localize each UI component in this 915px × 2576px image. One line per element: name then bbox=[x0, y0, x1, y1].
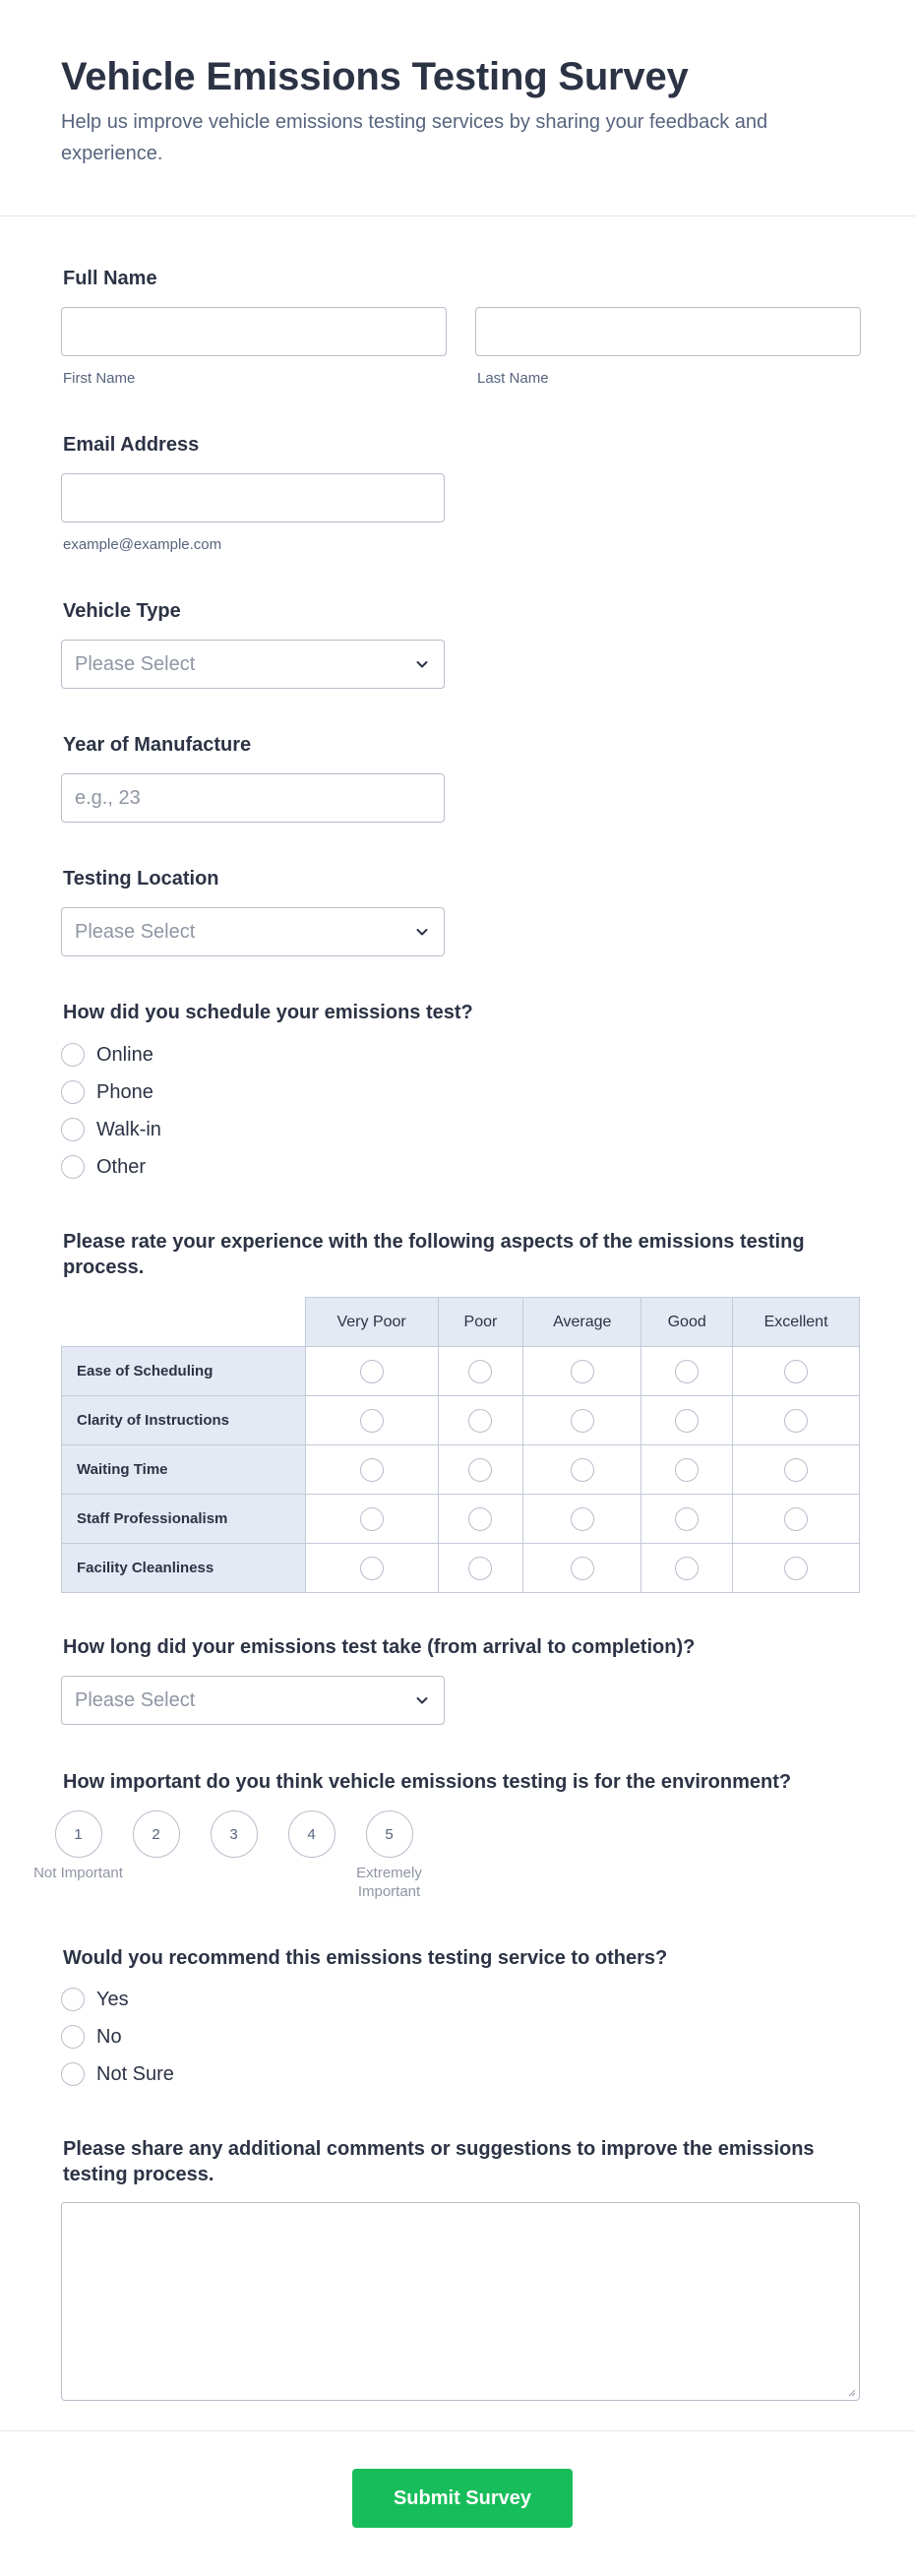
matrix-radio[interactable] bbox=[360, 1557, 384, 1580]
rating-matrix bbox=[61, 1297, 860, 1593]
full-name-label: Full Name bbox=[63, 268, 157, 289]
first-name-sublabel: First Name bbox=[63, 370, 136, 387]
scale-button[interactable]: 3 bbox=[211, 1810, 258, 1858]
scale-low-label: Not Important bbox=[33, 1865, 123, 1881]
matrix-radio[interactable] bbox=[784, 1507, 808, 1531]
matrix-row-clarity-of-instructions bbox=[62, 1396, 860, 1445]
scale-button[interactable]: 4 bbox=[288, 1810, 336, 1858]
matrix-radio[interactable] bbox=[675, 1458, 699, 1482]
matrix-row-ease-of-scheduling bbox=[62, 1347, 860, 1396]
comments-textarea[interactable] bbox=[61, 2202, 860, 2401]
matrix-label: Please rate your experience with the following aspects of the emissions testing process. bbox=[63, 1231, 805, 1278]
schedule-option-walk-in[interactable] bbox=[61, 1111, 161, 1148]
schedule-option-online[interactable] bbox=[61, 1036, 161, 1073]
year-label: Year of Manufacture bbox=[63, 734, 252, 756]
radio-button[interactable] bbox=[61, 2062, 85, 2086]
schedule-option-other[interactable] bbox=[61, 1148, 161, 1186]
scale-option-3 bbox=[195, 1810, 273, 1901]
matrix-col-average: Average bbox=[523, 1298, 641, 1347]
location-select[interactable] bbox=[61, 907, 445, 956]
duration-select[interactable] bbox=[61, 1676, 445, 1725]
first-name-group bbox=[61, 307, 447, 387]
radio-label: Walk-in bbox=[96, 1118, 161, 1140]
matrix-col-very-poor: Very Poor bbox=[305, 1298, 438, 1347]
form-footer bbox=[0, 2430, 915, 2576]
vehicle-type-selected: Please Select bbox=[75, 652, 196, 675]
comments-group bbox=[61, 2202, 860, 2401]
location-label: Testing Location bbox=[63, 868, 219, 889]
page-title: Vehicle Emissions Testing Survey bbox=[61, 55, 689, 98]
scale-option-1 bbox=[33, 1810, 123, 1901]
duration-selected: Please Select bbox=[75, 1688, 196, 1711]
matrix-radio[interactable] bbox=[675, 1409, 699, 1433]
last-name-group bbox=[475, 307, 861, 387]
recommend-options bbox=[61, 1981, 174, 2093]
vehicle-type-label: Vehicle Type bbox=[63, 600, 181, 622]
schedule-label: How did you schedule your emissions test? bbox=[63, 1002, 473, 1023]
last-name-sublabel: Last Name bbox=[477, 370, 549, 387]
form-header bbox=[0, 0, 915, 216]
radio-button[interactable] bbox=[61, 2025, 85, 2049]
email-input[interactable] bbox=[61, 473, 445, 522]
matrix-radio[interactable] bbox=[468, 1507, 492, 1531]
matrix-row-label: Ease of Scheduling bbox=[62, 1347, 306, 1396]
matrix-radio[interactable] bbox=[468, 1409, 492, 1433]
matrix-radio[interactable] bbox=[571, 1507, 594, 1531]
recommend-option-yes[interactable] bbox=[61, 1981, 174, 2018]
matrix-row-label: Waiting Time bbox=[62, 1445, 306, 1495]
radio-label: Phone bbox=[96, 1080, 153, 1103]
radio-button[interactable] bbox=[61, 1155, 85, 1179]
matrix-radio[interactable] bbox=[784, 1557, 808, 1580]
matrix-radio[interactable] bbox=[468, 1360, 492, 1383]
resize-grip-icon[interactable] bbox=[846, 2387, 856, 2397]
matrix-radio[interactable] bbox=[360, 1507, 384, 1531]
matrix-row-label: Facility Cleanliness bbox=[62, 1544, 306, 1593]
radio-button[interactable] bbox=[61, 1080, 85, 1104]
scale-option-5 bbox=[350, 1810, 428, 1901]
radio-button[interactable] bbox=[61, 1988, 85, 2011]
scale-button[interactable]: 1 bbox=[55, 1810, 102, 1858]
matrix-radio[interactable] bbox=[360, 1409, 384, 1433]
matrix-radio[interactable] bbox=[571, 1557, 594, 1580]
schedule-options bbox=[61, 1036, 161, 1186]
schedule-option-phone[interactable] bbox=[61, 1073, 161, 1111]
year-input[interactable] bbox=[61, 773, 445, 823]
matrix-row-label: Staff Professionalism bbox=[62, 1495, 306, 1544]
matrix-col-excellent: Excellent bbox=[733, 1298, 860, 1347]
page-subtitle: Help us improve vehicle emissions testing services by sharing your feedback and experience. bbox=[61, 111, 768, 164]
matrix-header-row bbox=[62, 1298, 860, 1347]
radio-label: Online bbox=[96, 1043, 153, 1066]
matrix-radio[interactable] bbox=[784, 1360, 808, 1383]
matrix-row-label: Clarity of Instructions bbox=[62, 1396, 306, 1445]
email-label: Email Address bbox=[63, 434, 200, 456]
radio-label: Other bbox=[96, 1155, 147, 1178]
recommend-option-no[interactable] bbox=[61, 2018, 174, 2055]
matrix-radio[interactable] bbox=[571, 1409, 594, 1433]
last-name-input[interactable] bbox=[475, 307, 861, 356]
scale-button[interactable]: 2 bbox=[133, 1810, 180, 1858]
scale-option-2 bbox=[117, 1810, 195, 1901]
matrix-radio[interactable] bbox=[571, 1458, 594, 1482]
recommend-label: Would you recommend this emissions testing service to others? bbox=[63, 1947, 668, 1969]
radio-label: Yes bbox=[96, 1988, 129, 2010]
matrix-radio[interactable] bbox=[468, 1557, 492, 1580]
matrix-radio[interactable] bbox=[360, 1360, 384, 1383]
submit-button[interactable]: Submit Survey bbox=[352, 2469, 573, 2528]
importance-scale bbox=[33, 1810, 428, 1901]
matrix-col-good: Good bbox=[641, 1298, 733, 1347]
email-sublabel: example@example.com bbox=[63, 536, 222, 553]
vehicle-type-select[interactable] bbox=[61, 640, 445, 689]
matrix-radio[interactable] bbox=[468, 1458, 492, 1482]
matrix-radio[interactable] bbox=[571, 1360, 594, 1383]
matrix-row-staff-professionalism bbox=[62, 1495, 860, 1544]
scale-button[interactable]: 5 bbox=[366, 1810, 413, 1858]
matrix-radio[interactable] bbox=[784, 1409, 808, 1433]
duration-label: How long did your emissions test take (from arrival to completion)? bbox=[63, 1636, 696, 1658]
first-name-input[interactable] bbox=[61, 307, 447, 356]
matrix-col-poor: Poor bbox=[438, 1298, 523, 1347]
radio-button[interactable] bbox=[61, 1043, 85, 1067]
email-group bbox=[61, 473, 445, 553]
scale-option-4 bbox=[273, 1810, 350, 1901]
scale-high-label: Extremely Important bbox=[356, 1865, 422, 1900]
recommend-option-not-sure[interactable] bbox=[61, 2055, 174, 2093]
importance-label: How important do you think vehicle emissions testing is for the environment? bbox=[63, 1771, 792, 1793]
chevron-down-icon bbox=[414, 924, 430, 940]
matrix-radio[interactable] bbox=[675, 1507, 699, 1531]
matrix-radio[interactable] bbox=[360, 1458, 384, 1482]
chevron-down-icon bbox=[414, 656, 430, 672]
matrix-radio[interactable] bbox=[675, 1557, 699, 1580]
radio-label: No bbox=[96, 2025, 122, 2048]
radio-button[interactable] bbox=[61, 1118, 85, 1141]
chevron-down-icon bbox=[414, 1692, 430, 1708]
location-selected: Please Select bbox=[75, 920, 196, 943]
matrix-row-facility-cleanliness bbox=[62, 1544, 860, 1593]
matrix-corner bbox=[62, 1298, 306, 1347]
matrix-radio[interactable] bbox=[675, 1360, 699, 1383]
matrix-radio[interactable] bbox=[784, 1458, 808, 1482]
comments-label: Please share any additional comments or suggestions to improve the emissions testing process. bbox=[63, 2138, 815, 2185]
matrix-row-waiting-time bbox=[62, 1445, 860, 1495]
radio-label: Not Sure bbox=[96, 2062, 174, 2085]
